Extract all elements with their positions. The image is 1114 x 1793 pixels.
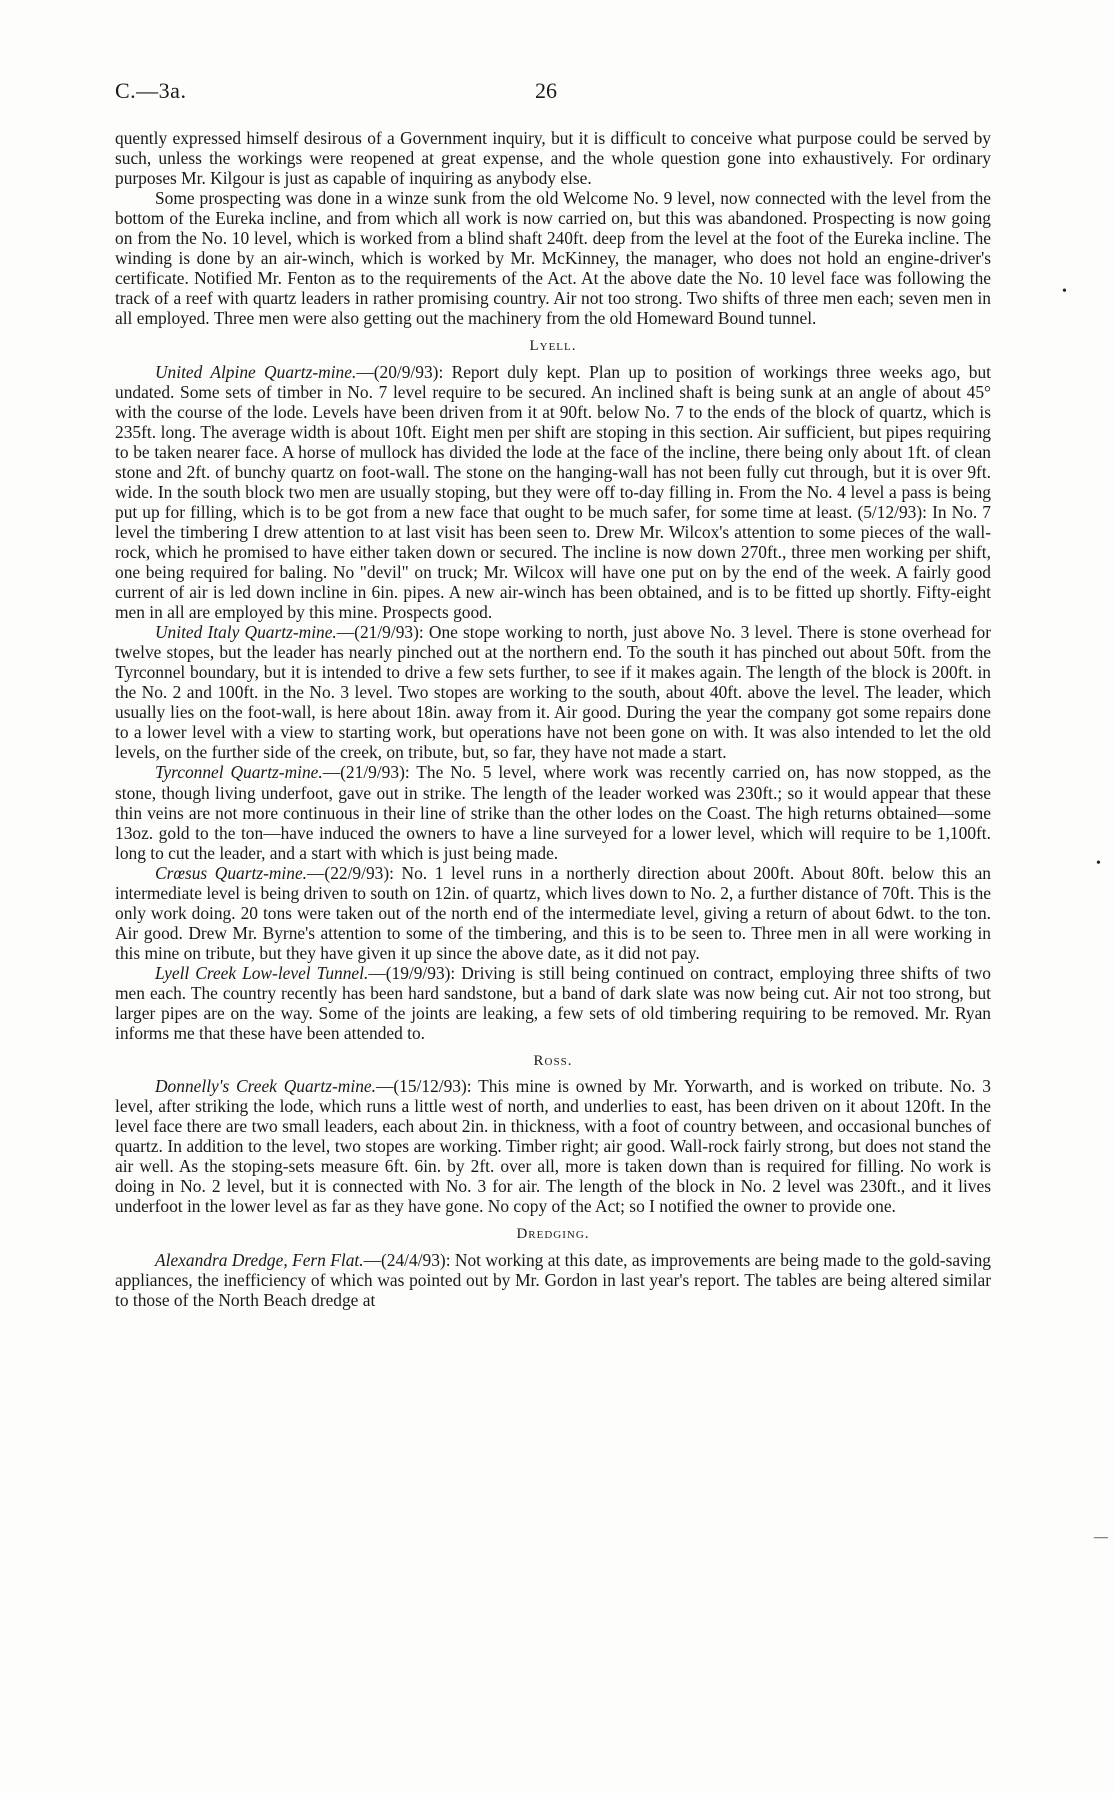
section-heading-ross: Ross. bbox=[533, 1053, 573, 1070]
section-heading-lyell: Lyell. bbox=[529, 338, 577, 355]
mine-name-tyrconnel: Tyrconnel Quartz-mine. bbox=[155, 762, 323, 783]
paragraph-text: —(19/9/93): Driving is still being continued on contract, employing three shifts of two men each. The country recently has been hard sandstone, but a band of dark slate was now being cut. Air not too strong, but larger pipes are on the way. Some of the joints are leaking, a few sets of old timbering requiring to be removed. Mr. Ryan informs me that these have been attended to. bbox=[115, 962, 992, 1044]
dredge-name-alexandra: Alexandra Dredge, Fern Flat. bbox=[155, 1249, 364, 1270]
paragraph-prospecting: Some prospecting was done in a winze sunk from the old Welcome No. 9 level, now connected with the level from the bottom of the Eureka incline, and from which all work is now carried on, but this was abandoned. Prospecting is now going on from the No. 10 level, which is worked from a blind shaft 240ft. deep from the level at the foot of the Eureka incline. The winding is done by an air-winch, which is worked by Mr. McKinney, the manager, who does not hold an engine-driver's certificate. Notified Mr. Fenton as to the requirements of the Act. At the above date the No. 10 level face was following the track of a reef with quartz leaders in rather promising country. Air not too strong. Two shifts of three men each; seven men in all employed. Three men were also getting out the machinery from the old Homeward Bound tunnel. bbox=[115, 188, 991, 329]
paragraph-text: —(21/9/93): The No. 5 level, where work was recently carried on, has now stopped, as the stone, though living underfoot, gave out in strike. The length of the leader worked was 230ft.; so it would appear that these thin veins are not more continuous in their line of strike than the other lodes on the Coast. The high returns obtained—some 13oz. gold to the ton—have induced the owners to have a line surveyed for a lower level, which will require to be 1,100ft. long to cut the leader, and a start with which is just being made. bbox=[115, 762, 991, 863]
margin-mark-icon: • bbox=[1062, 284, 1067, 299]
page-number: 26 bbox=[535, 78, 557, 103]
paragraph-text: —(21/9/93): One stope working to north, just above No. 3 level. There is stone overhead for twelve stopes, but the leader has nearly pinched out at the northern end. To the south it has pinched out about 50ft. from the Tyrconnel boundary, but it is intended to drive a few sets further, to see if it makes again. The length of the block is 200ft. in the No. 2 and 100ft. in the No. 3 level. Two stopes are working to the south, about 40ft. above the level. The leader, which usually lies on the foot-wall, is here about 18in. away from it. Air good. During the year the company got some repairs done to a lower level with a view to starting work, but operations have not been gone on with. It was also intended to let the old levels, on the further side of the creek, on tribute, but, so far, they have not made a start. bbox=[115, 622, 991, 763]
mine-name-donnellys-creek: Donnelly's Creek Quartz-mine. bbox=[155, 1076, 376, 1097]
paragraph-text: —(20/9/93): Report duly kept. Plan up to position of workings three weeks ago, but undated. Some sets of timber in No. 7 level require to be secured. An inclined shaft is being sunk at an angle of about 45° with the course of the lode. Levels have been driven from it at 90ft. below No. 7 to the ends of the block of quartz, which is 235ft. long. The average width is about 10ft. Eight men per shift are stoping in this section. Air sufficient, but pipes requiring to be taken nearer face. A horse of mullock has divided the lode at the face of the incline, there being only about 1ft. of clean stone and 2ft. of bunchy quartz on foot-wall. The stone on the hanging-wall has not been fully cut through, but it is over 9ft. wide. In the south block two men are usually stoping, but they were off to-day filling in. From the No. 4 level a pass is being put up for filling, which is to be got from a new face that ought to be much safer, for some time at least. (5/12/93): In No. 7 level the timbering I drew attention to at last visit has been seen to. Drew Mr. Wilcox's attention to some pieces of the wall-rock, which he promised to have either taken down or secured. The incline is now down 270ft., three men working per shift, one being required for baling. No "devil" on truck; Mr. Wilcox will have one put on by the end of the week. A fairly good current of air is led down incline in 6in. pipes. A new air-winch has been obtained, and is to be fitted up shortly. Fifty-eight men in all are employed by this mine. Prospects good. bbox=[115, 361, 991, 623]
paragraph-text: —(15/12/93): This mine is owned by Mr. Yorwarth, and is worked on tribute. No. 3 level, after striking the lode, which runs a little west of north, and underlies to east, has been driven on it about 120ft. In the level face there are two small leaders, each about 2in. in thickness, with a foot of country between, and occasional bunches of quartz. In addition to the level, two stopes are working. Timber right; air good. Wall-rock fairly strong, but does not stand the air well. As the stoping-sets measure 6ft. 6in. by 2ft. over all, more is taken down than is required for filling. No work is doing in No. 2 level, but it is connected with No. 3 for air. The length of the block in No. 2 level was 230ft., and it lives underfoot in the lower level as far as they have gone. No copy of the Act; so I notified the owner to provide one. bbox=[115, 1076, 991, 1217]
page-header bbox=[115, 78, 994, 108]
section-heading-dredging: Dredging. bbox=[516, 1226, 590, 1243]
paragraph-united-alpine bbox=[115, 362, 991, 623]
margin-mark-icon: • bbox=[1096, 856, 1101, 871]
paragraph-united-italy bbox=[115, 622, 991, 762]
paragraph-lyell-creek bbox=[115, 963, 991, 1043]
mine-name-croesus: Crœsus Quartz-mine. bbox=[155, 862, 308, 883]
paragraph-croesus bbox=[115, 863, 991, 963]
paragraph-text: —(24/4/93): Not working at this date, as improvements are being made to the gold-saving appliances, the inefficiency of which was pointed out by Mr. Gordon in last year's report. The tables are being altered similar to those of the North Beach dredge at bbox=[115, 1249, 991, 1310]
document-reference: C.—3a. bbox=[115, 78, 187, 103]
paragraph-text: —(22/9/93): No. 1 level runs in a northerly direction about 200ft. About 80ft. below this an intermediate level is being driven to south on 12in. of quartz, which lives down to No. 2, a further distance of 70ft. This is the only work doing. 20 tons were taken out of the north end of the intermediate level, giving a return of about 6dwt. to the ton. Air good. Drew Mr. Byrne's attention to some of the timbering, and this is to be seen to. Three men in all were working in this mine on tribute, but they have given it up since the above date, as it did not pay. bbox=[115, 862, 991, 963]
mine-name-lyell-creek: Lyell Creek Low-level Tunnel. bbox=[155, 962, 369, 983]
paragraph-alexandra-dredge bbox=[115, 1250, 991, 1310]
paragraph-tyrconnel bbox=[115, 762, 991, 862]
mine-name-united-alpine: United Alpine Quartz-mine. bbox=[155, 361, 357, 382]
paragraph-donnellys-creek bbox=[115, 1076, 991, 1216]
margin-mark-icon: — bbox=[1094, 1530, 1108, 1545]
page-body bbox=[115, 128, 991, 1310]
mine-name-united-italy: United Italy Quartz-mine. bbox=[155, 622, 337, 643]
paragraph-continued: quently expressed himself desirous of a Government inquiry, but it is difficult to conceive what purpose could be served by such, unless the workings were reopened at great expense, and the whole question gone into exhaustively. For ordinary purposes Mr. Kilgour is just as capable of inquiring as anybody else. bbox=[115, 128, 991, 189]
